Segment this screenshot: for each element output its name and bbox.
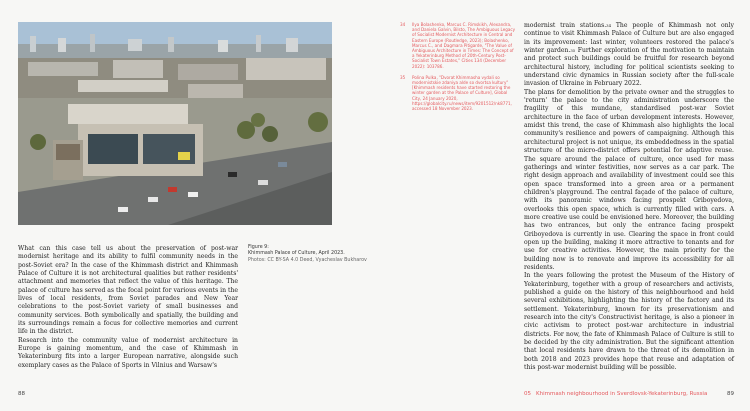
right-paragraph-3: In the years following the protest the Museum of the History of Yekaterinburg, together with a group of researchers and activists, published a guide on the history of this neighbourhood and held several exhibitions, highlighting the history of the factory and its settlement. Yekaterinburg, known for its preservationism and research into the city's Constructivist heritage, is also a pioneer in civic activism to protect post-war architecture in industrial districts. For now, the fate of Khimmash Palace of Culture is still to be decided by the city administration. But the significant attention that local residents have drawn to the threat of its demolition in both 2018 and 2023 provides hope that reuse and adaptation of this post-war modernist building will be possible. — [524, 272, 734, 372]
figure-credit: Photos: CC BY-SA 4.0 Deed, Vyacheslav Bukharov — [248, 257, 367, 263]
left-paragraph-1: What can this case tell us about the preservation of post-war modernist heritage and its ability to fulfil community needs in the post-Soviet era? In the case of the Khimmash district and Khimmash Palace of Culture it is not architectural qualities but rather residents' attachment and memories that reflect the value of this heritage. The palace of culture has served as the focal point for various events in the lives of local residents, from Soviet parades and New Year celebrations to the post-Soviet variety of small businesses and community services. Both symbolically and spatially, the building and its surroundings remain a focus for collective memories and current life in the district. — [18, 245, 238, 336]
footnote-text: Polina Pulka, "Dvorat Khimmasha vydali so modernistskie zdaniya alde so dvortsa kultury" [Khimmash residents have started restoring the winter garden at the Palace of Culture], Global City, 24 January 2020, https://globalcity.ru/news/item/9201512/nk8771, accessed 18 November 2023. — [412, 74, 512, 112]
left-paragraph-2: Research into the community value of modernist architecture in Europe is gaining momentum, and the case of Khimmash in Yekaterinburg fits into a larger European narrative, alongside such exemplary cases as the Palace of Sports in Vilnius and Warsaw's — [18, 336, 238, 369]
right-p1-part-c: Further exploration of the motivation to maintain and protect such buildings could be fruitful for research beyond architectural history, including for political scientists seeking to understand civic dynamics in Russian society after the full-scale invasion of Ukraine in February 2022. — [524, 47, 735, 88]
right-paragraph-1 — [524, 22, 734, 89]
figure-caption-text: Khimmash Palace of Culture, April 2023. — [248, 251, 345, 257]
footnote — [400, 22, 516, 69]
footnote-number: 35 — [400, 74, 406, 80]
figure-number: Figure 9: — [248, 245, 269, 250]
right-p1-part-b: The people of Khimmash not only continue to visit Khimmash Palace of Culture but are also engaged in its improvement: last winter, volunteers restored the palace's winter garden. — [524, 22, 735, 55]
footnote-number: 34 — [400, 22, 406, 27]
figure-photo — [18, 22, 332, 225]
footnote-ref-35[interactable]: 35 — [570, 47, 576, 53]
chapter-number: 05 — [524, 391, 531, 397]
footnote-text: Ilya Bolashenko, Marcus C. Rimskikh, Alexandra, and Daniela Galvin, Bilsto, The Ambiguous Legacy of Socialist Modernist Architecture in Central and Eastern Europe (Routledge, 2023); Bolashenko, Marcus C., and Dagmara Pitigarde, "The Value of Ambiguous Architecture in Times: The Concept of a Yekaterinburg Method of 20th-Century Post-Socialist Town Estates," Cities 134 (December 2022): 103786. — [412, 22, 516, 69]
page-number-left: 88 — [18, 391, 25, 397]
footnote — [400, 75, 516, 111]
page-number-right: 89 — [727, 391, 734, 397]
figure-caption — [248, 245, 398, 264]
right-p1-part-a: modernist train stations. — [524, 22, 607, 29]
running-head — [524, 391, 734, 397]
aerial-photo-illustration — [18, 22, 332, 225]
right-page-body — [524, 22, 734, 372]
right-paragraph-2: The plans for demolition by the private owner and the struggles to 'return' the palace to the city administration underscore the fragility of this mundane, standardised post-war Soviet architecture in the face of urban development interests. However, amidst this trend, the case of Khimmash also highlights the local community's resilience and powers of campaigning. Although this architectural project is not unique, its embeddedness in the spatial structure of the micro-district offers potential for adaptive reuse. The square around the palace of culture, once used for mass gatherings and winter festivities, now serves as a car park. The right design approach and availability of investment could see this open space transformed into a green area or a permanent children's playground. The central façade of the palace of culture, with its panoramic windows facing prospekt Griboyedova, overlooks this open space, which is currently filled with cars. A more creative use could be envisioned here. Moreover, the building has two entrances, but only the entrance facing prospekt Griboyedova is currently in use. Clearing the space in front could open up the building, making it more attractive to tenants and for use for creative activities. However, the main priority for the building now is to renovate and improve its accessibility for all residents. — [524, 88, 734, 271]
footnote-ref-34[interactable]: 34 — [606, 22, 612, 28]
footnotes — [400, 22, 516, 117]
left-page-body — [18, 245, 238, 370]
chapter-title: Khimmash neighbourhood in Sverdlovsk-Yekaterinburg, Russia — [536, 391, 708, 397]
